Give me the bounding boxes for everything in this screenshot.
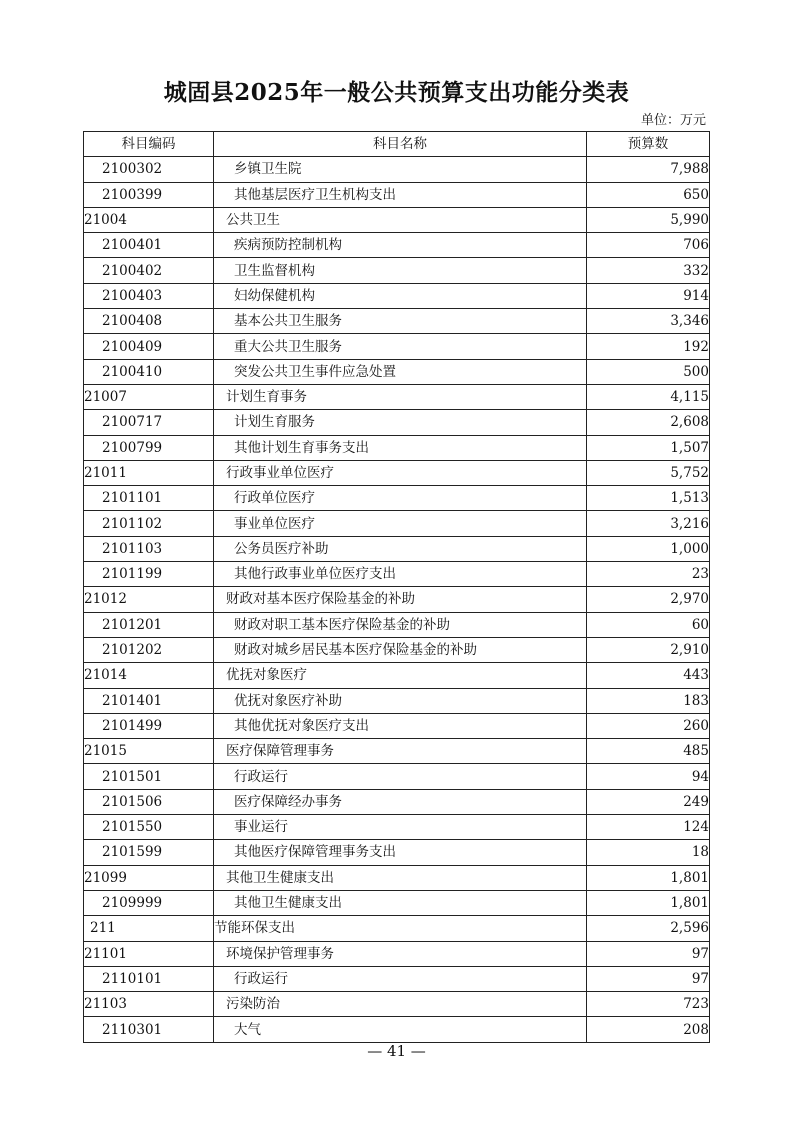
row-amount: 192 [587,334,710,359]
table-row [84,334,710,359]
table-row [84,992,710,1017]
row-code: 2100403 [84,283,214,308]
row-amount: 500 [587,359,710,384]
table-row [84,941,710,966]
row-code: 2110301 [84,1017,214,1042]
row-amount: 1,513 [587,486,710,511]
table-row [84,309,710,334]
table-row [84,157,710,182]
row-amount: 23 [587,562,710,587]
table-row [84,789,710,814]
table-row [84,713,710,738]
row-name: 公共卫生 [214,207,587,232]
row-code: 21011 [84,460,214,485]
row-name: 突发公共卫生事件应急处置 [214,359,587,384]
row-name: 重大公共卫生服务 [214,334,587,359]
row-name: 环境保护管理事务 [214,941,587,966]
row-code: 2100408 [84,309,214,334]
row-amount: 706 [587,233,710,258]
page-number: — 41 — [367,1042,426,1060]
row-name: 行政单位医疗 [214,486,587,511]
row-amount: 18 [587,840,710,865]
row-amount: 443 [587,663,710,688]
row-code: 2101401 [84,688,214,713]
row-amount: 94 [587,764,710,789]
table-row [84,916,710,941]
row-name: 卫生监督机构 [214,258,587,283]
table-row [84,764,710,789]
row-name: 优抚对象医疗 [214,663,587,688]
row-code: 2110101 [84,966,214,991]
table-row [84,688,710,713]
row-amount: 2,910 [587,637,710,662]
row-code: 2100302 [84,157,214,182]
table-row [84,562,710,587]
row-amount: 124 [587,815,710,840]
row-name: 妇幼保健机构 [214,283,587,308]
row-code: 2101599 [84,840,214,865]
table-row [84,840,710,865]
table-row [84,359,710,384]
row-code: 21004 [84,207,214,232]
row-amount: 2,970 [587,587,710,612]
row-amount: 3,346 [587,309,710,334]
table-row [84,511,710,536]
row-amount: 260 [587,713,710,738]
row-code: 2100717 [84,410,214,435]
row-code: 2101201 [84,612,214,637]
row-code: 2100402 [84,258,214,283]
row-name: 行政事业单位医疗 [214,460,587,485]
table-header-row [84,132,710,157]
row-amount: 3,216 [587,511,710,536]
row-name: 其他卫生健康支出 [214,890,587,915]
row-name: 计划生育事务 [214,384,587,409]
row-name: 行政运行 [214,966,587,991]
row-code: 2101103 [84,536,214,561]
row-amount: 7,988 [587,157,710,182]
unit-label: 单位：万元 [640,113,706,128]
row-amount: 5,990 [587,207,710,232]
row-name: 大气 [214,1017,587,1042]
row-name: 其他优抚对象医疗支出 [214,713,587,738]
row-amount: 2,596 [587,916,710,941]
table-row [84,865,710,890]
row-code: 2100799 [84,435,214,460]
row-amount: 2,608 [587,410,710,435]
row-name: 事业单位医疗 [214,511,587,536]
row-code: 2101102 [84,511,214,536]
row-code: 2101202 [84,637,214,662]
table-row [84,258,710,283]
row-name: 财政对基本医疗保险基金的补助 [214,587,587,612]
row-amount: 60 [587,612,710,637]
row-code: 2101199 [84,562,214,587]
budget-table [83,131,710,1043]
row-amount: 208 [587,1017,710,1042]
row-amount: 485 [587,739,710,764]
row-name: 其他卫生健康支出 [214,865,587,890]
table-row [84,663,710,688]
table-row [84,233,710,258]
row-code: 2100401 [84,233,214,258]
row-name: 计划生育服务 [214,410,587,435]
row-amount: 1,801 [587,890,710,915]
header-name: 科目名称 [214,132,587,157]
row-amount: 183 [587,688,710,713]
row-code: 2101550 [84,815,214,840]
row-code: 21099 [84,865,214,890]
row-amount: 1,801 [587,865,710,890]
table-row [84,486,710,511]
row-code: 21014 [84,663,214,688]
header-code: 科目编码 [84,132,214,157]
row-name: 疾病预防控制机构 [214,233,587,258]
row-amount: 97 [587,966,710,991]
table-row [84,612,710,637]
row-code: 211 [84,916,214,941]
table-row [84,460,710,485]
row-name: 污染防治 [214,992,587,1017]
row-name: 其他医疗保障管理事务支出 [214,840,587,865]
row-code: 21015 [84,739,214,764]
table-row [84,1017,710,1042]
row-code: 2101101 [84,486,214,511]
page-title: 城固县2025年一般公共预算支出功能分类表 [163,79,630,106]
row-name: 医疗保障管理事务 [214,739,587,764]
row-name: 其他行政事业单位医疗支出 [214,562,587,587]
header-amount: 预算数 [587,132,710,157]
row-amount: 4,115 [587,384,710,409]
row-amount: 650 [587,182,710,207]
row-name: 乡镇卫生院 [214,157,587,182]
table-row [84,410,710,435]
row-name: 节能环保支出 [214,916,587,941]
table-row [84,815,710,840]
row-name: 其他计划生育事务支出 [214,435,587,460]
row-code: 21103 [84,992,214,1017]
row-name: 其他基层医疗卫生机构支出 [214,182,587,207]
row-amount: 5,752 [587,460,710,485]
table-row [84,890,710,915]
table-row [84,536,710,561]
table-row [84,283,710,308]
table-row [84,384,710,409]
table-row [84,739,710,764]
row-amount: 249 [587,789,710,814]
row-code: 2109999 [84,890,214,915]
table-row [84,207,710,232]
row-name: 财政对城乡居民基本医疗保险基金的补助 [214,637,587,662]
table-row [84,587,710,612]
row-code: 21007 [84,384,214,409]
row-code: 2100410 [84,359,214,384]
row-code: 2101501 [84,764,214,789]
table-row [84,435,710,460]
row-name: 事业运行 [214,815,587,840]
row-code: 2101499 [84,713,214,738]
table-row [84,966,710,991]
row-code: 2100409 [84,334,214,359]
row-name: 优抚对象医疗补助 [214,688,587,713]
row-code: 21101 [84,941,214,966]
row-amount: 97 [587,941,710,966]
row-code: 2100399 [84,182,214,207]
row-amount: 1,507 [587,435,710,460]
row-name: 基本公共卫生服务 [214,309,587,334]
row-name: 公务员医疗补助 [214,536,587,561]
row-amount: 914 [587,283,710,308]
row-code: 21012 [84,587,214,612]
row-code: 2101506 [84,789,214,814]
table-body [84,157,710,1042]
row-amount: 332 [587,258,710,283]
row-amount: 723 [587,992,710,1017]
row-amount: 1,000 [587,536,710,561]
table-row [84,637,710,662]
row-name: 行政运行 [214,764,587,789]
row-name: 医疗保障经办事务 [214,789,587,814]
table-row [84,182,710,207]
row-name: 财政对职工基本医疗保险基金的补助 [214,612,587,637]
